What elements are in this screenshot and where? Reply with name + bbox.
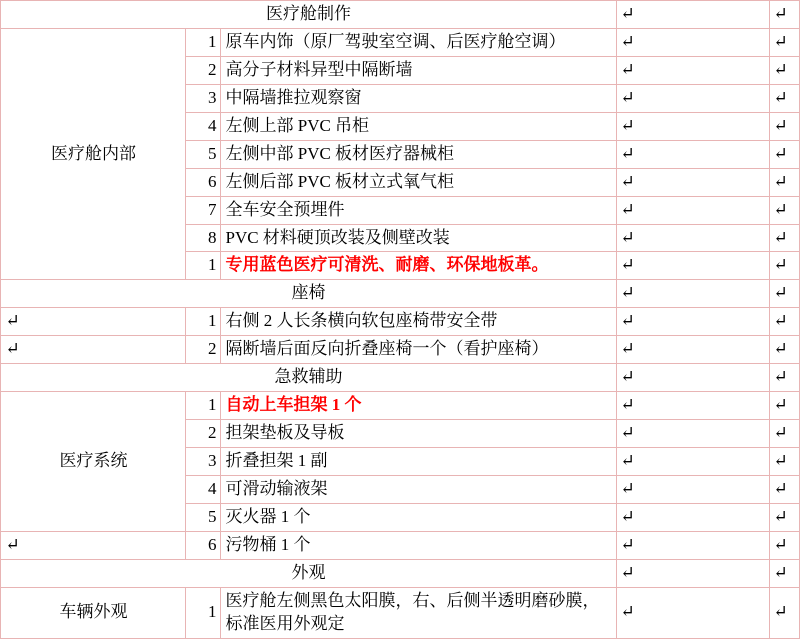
row-last-cell: ↵: [769, 224, 799, 252]
row-mid-cell: ↵: [616, 336, 769, 364]
row-number: 4: [186, 475, 221, 503]
row-mid-cell: ↵: [616, 224, 769, 252]
row-last-cell: ↵: [769, 168, 799, 196]
section-header-3-last: ↵: [769, 364, 799, 392]
row-number: 1: [186, 28, 221, 56]
row-mid-cell: ↵: [616, 448, 769, 476]
row-description: 医疗舱左侧黑色太阳膜，右、后侧半透明磨砂膜，标准医用外观定: [221, 587, 616, 638]
row-last-cell: ↵: [769, 475, 799, 503]
row-last-cell: ↵: [769, 196, 799, 224]
section-header-1-last: ↵: [769, 1, 799, 29]
row-number: 5: [186, 503, 221, 531]
group-empty-cell: ↵: [1, 531, 186, 559]
group-empty-cell: ↵: [1, 336, 186, 364]
row-mid-cell: ↵: [616, 84, 769, 112]
section-header-1: 医疗舱制作: [1, 1, 616, 29]
row-number: 2: [186, 420, 221, 448]
table-row: [1, 336, 799, 364]
row-mid-cell: ↵: [616, 392, 769, 420]
row-description: PVC 材料硬顶改装及侧壁改装: [221, 224, 616, 252]
row-description: 全车安全预埋件: [221, 196, 616, 224]
group-label-medical-system: 医疗系统: [1, 392, 186, 532]
row-description: 左侧上部 PVC 吊柜: [221, 112, 616, 140]
row-mid-cell: ↵: [616, 140, 769, 168]
row-mid-cell: ↵: [616, 196, 769, 224]
section-header-2-last: ↵: [769, 280, 799, 308]
row-last-cell: ↵: [769, 503, 799, 531]
row-description: 左侧后部 PVC 板材立式氧气柜: [221, 168, 616, 196]
row-description: 左侧中部 PVC 板材医疗器械柜: [221, 140, 616, 168]
section-header-4: 外观: [1, 559, 616, 587]
table-row: [1, 308, 799, 336]
row-number: 2: [186, 56, 221, 84]
row-description: 污物桶 1 个: [221, 531, 616, 559]
section-header-4-mid: ↵: [616, 559, 769, 587]
row-last-cell: ↵: [769, 336, 799, 364]
row-description: 折叠担架 1 副: [221, 448, 616, 476]
row-mid-cell: ↵: [616, 475, 769, 503]
table-row: [1, 559, 799, 587]
row-description: 高分子材料异型中隔断墙: [221, 56, 616, 84]
row-mid-cell: ↵: [616, 531, 769, 559]
row-mid-cell: ↵: [616, 420, 769, 448]
row-last-cell: ↵: [769, 252, 799, 280]
table-row: [1, 587, 799, 638]
row-number: 1: [186, 392, 221, 420]
row-last-cell: ↵: [769, 392, 799, 420]
row-description: 原车内饰（原厂驾驶室空调、后医疗舱空调）: [221, 28, 616, 56]
table-row: [1, 1, 799, 29]
section-header-2-mid: ↵: [616, 280, 769, 308]
row-last-cell: ↵: [769, 28, 799, 56]
group-label-vehicle-exterior: 车辆外观: [1, 587, 186, 638]
row-mid-cell: ↵: [616, 308, 769, 336]
row-number: 1: [186, 252, 221, 280]
row-number: 1: [186, 587, 221, 638]
row-number: 4: [186, 112, 221, 140]
row-description: 可滑动输液架: [221, 475, 616, 503]
row-number: 3: [186, 84, 221, 112]
section-header-4-last: ↵: [769, 559, 799, 587]
row-mid-cell: ↵: [616, 28, 769, 56]
row-description-highlight: 专用蓝色医疗可清洗、耐磨、环保地板革。: [221, 252, 616, 280]
row-number: 8: [186, 224, 221, 252]
section-header-3-mid: ↵: [616, 364, 769, 392]
row-number: 7: [186, 196, 221, 224]
row-last-cell: ↵: [769, 56, 799, 84]
row-last-cell: ↵: [769, 448, 799, 476]
row-description: 灭火器 1 个: [221, 503, 616, 531]
row-last-cell: ↵: [769, 84, 799, 112]
row-number: 2: [186, 336, 221, 364]
row-mid-cell: ↵: [616, 503, 769, 531]
row-last-cell: ↵: [769, 140, 799, 168]
row-number: 1: [186, 308, 221, 336]
row-last-cell: ↵: [769, 531, 799, 559]
table-row: [1, 28, 799, 56]
row-number: 3: [186, 448, 221, 476]
table-row: [1, 280, 799, 308]
row-last-cell: ↵: [769, 308, 799, 336]
row-number: 5: [186, 140, 221, 168]
section-header-3: 急救辅助: [1, 364, 616, 392]
row-description: 中隔墙推拉观察窗: [221, 84, 616, 112]
row-mid-cell: ↵: [616, 252, 769, 280]
row-number: 6: [186, 168, 221, 196]
row-mid-cell: ↵: [616, 112, 769, 140]
section-header-2: 座椅: [1, 280, 616, 308]
row-last-cell: ↵: [769, 112, 799, 140]
row-last-cell: ↵: [769, 420, 799, 448]
table-row: [1, 392, 799, 420]
row-mid-cell: ↵: [616, 168, 769, 196]
row-description: 右侧 2 人长条横向软包座椅带安全带: [221, 308, 616, 336]
row-last-cell: ↵: [769, 587, 799, 638]
row-mid-cell: ↵: [616, 56, 769, 84]
group-label-medical-cabin: 医疗舱内部: [1, 28, 186, 279]
row-number: 6: [186, 531, 221, 559]
section-header-1-mid: ↵: [616, 1, 769, 29]
row-description-highlight: 自动上车担架 1 个: [221, 392, 616, 420]
table-row: [1, 531, 799, 559]
row-description: 担架垫板及导板: [221, 420, 616, 448]
row-description: 隔断墙后面反向折叠座椅一个（看护座椅）: [221, 336, 616, 364]
group-empty-cell: ↵: [1, 308, 186, 336]
table-row: [1, 364, 799, 392]
spec-table-body: [1, 1, 799, 639]
row-mid-cell: ↵: [616, 587, 769, 638]
